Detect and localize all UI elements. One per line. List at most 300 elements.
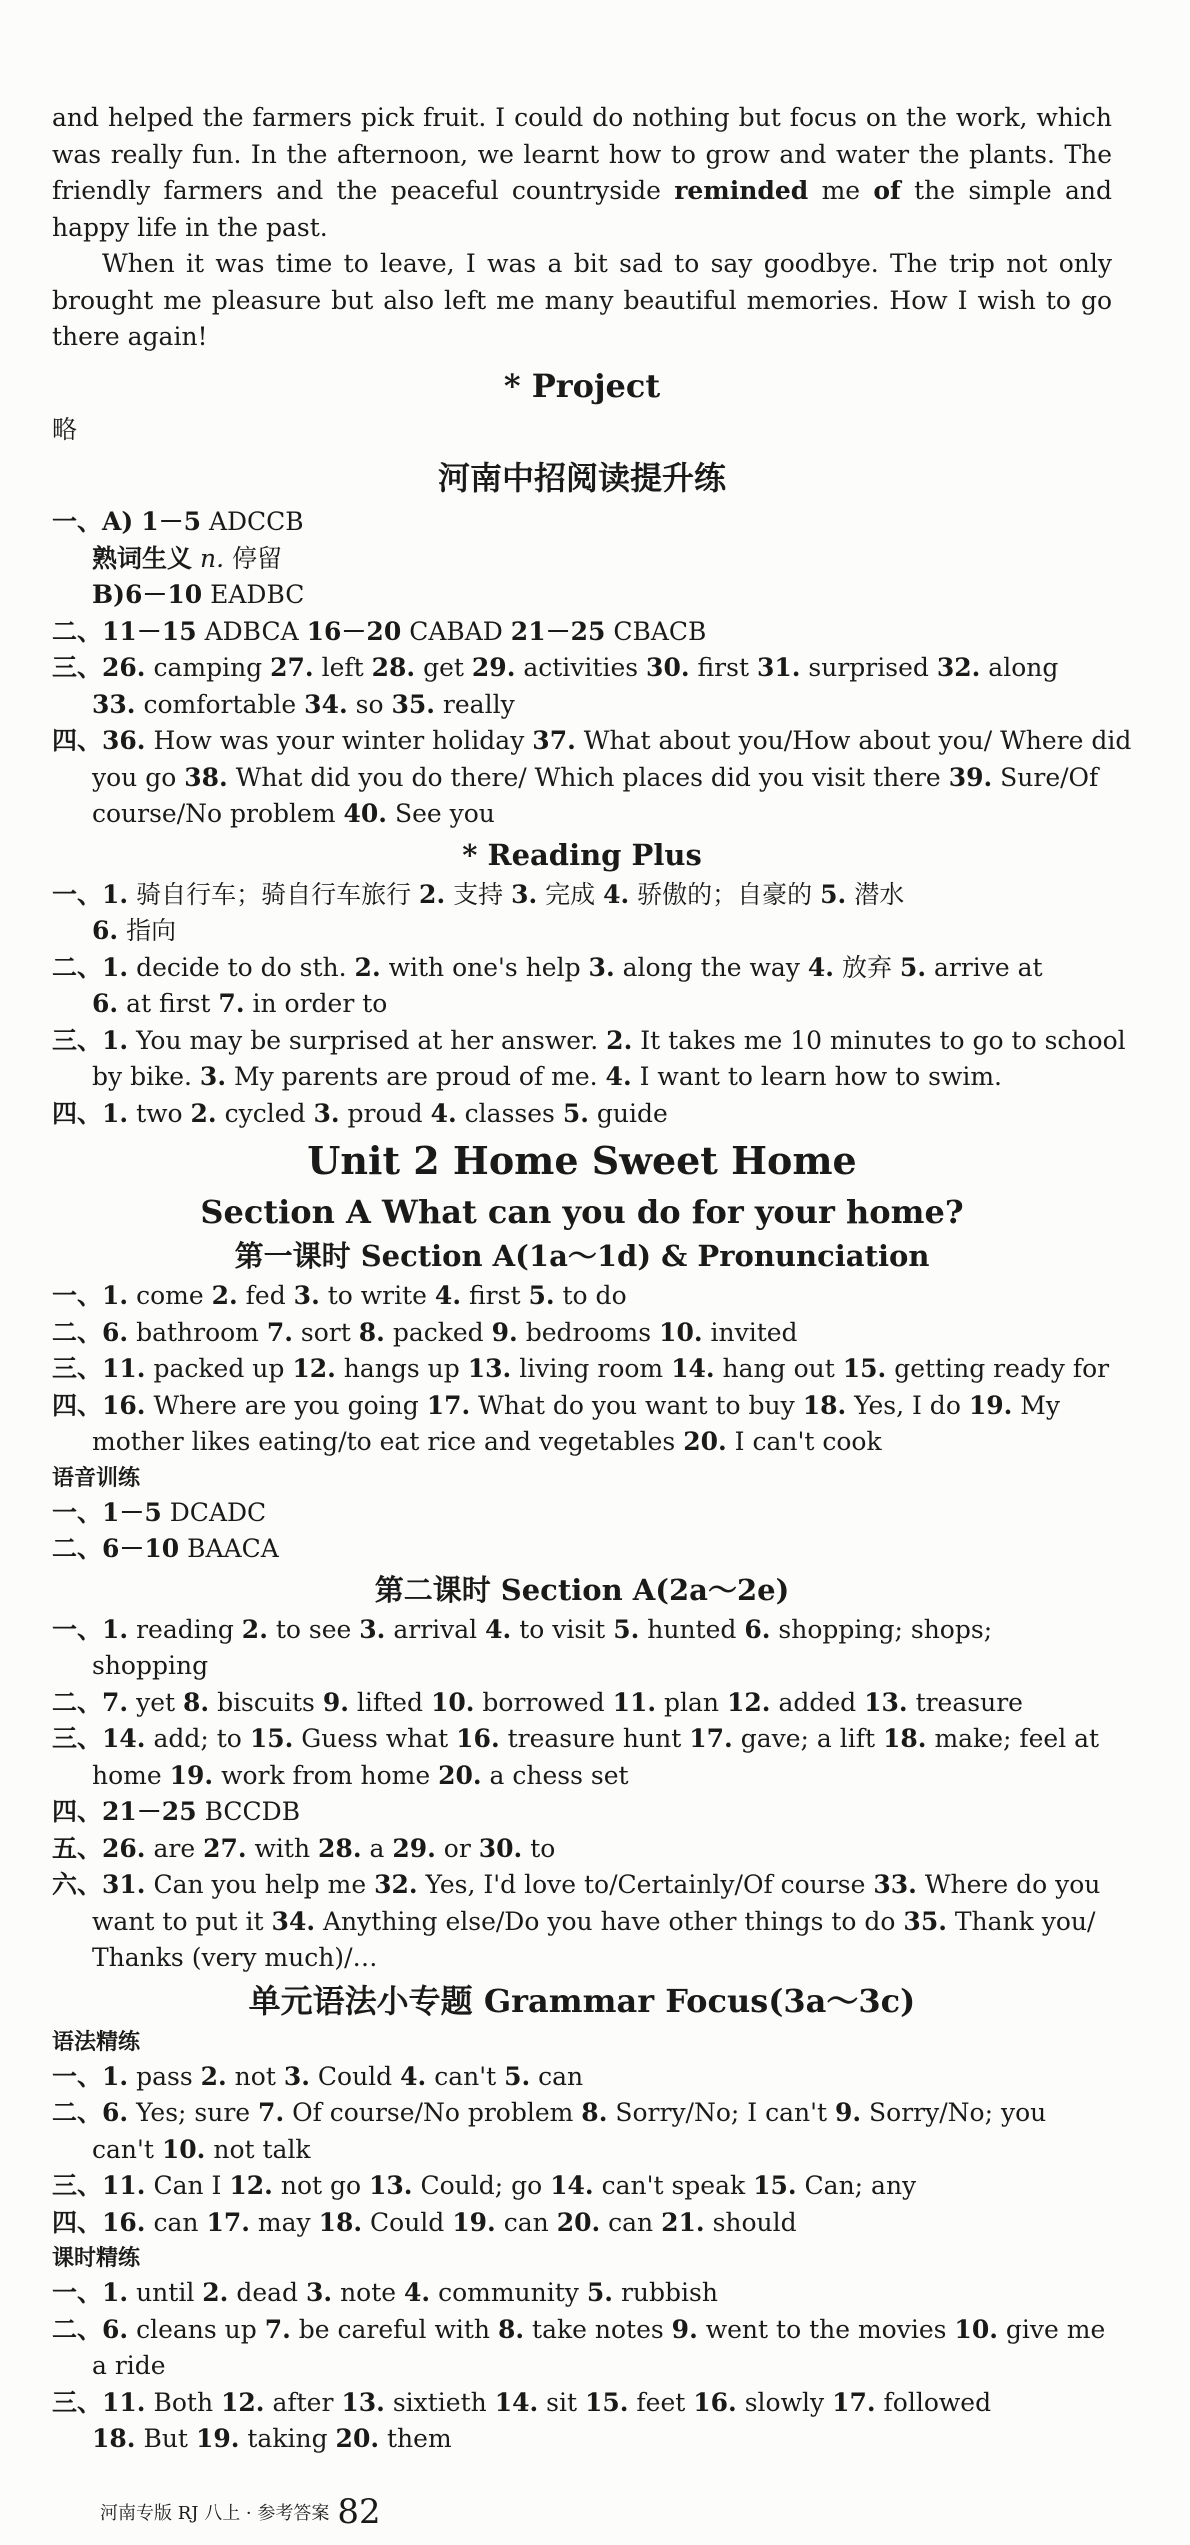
answer-number: 14. (671, 1354, 715, 1383)
answer-number: 3. (199, 1062, 227, 1091)
answer-number: 3. (293, 1281, 320, 1310)
answer-text: with one's help (388, 952, 581, 982)
answer-number: 15. (842, 1354, 887, 1383)
answer-text: sit (546, 2387, 578, 2417)
answer-number: 四、 (52, 1797, 103, 1826)
answer-text: to (530, 1833, 556, 1863)
answer-number: 2. (606, 1025, 633, 1055)
answer-number: 18. (802, 1390, 847, 1420)
answer-number: 1. (102, 1025, 129, 1055)
answer-number: 19. (169, 1760, 214, 1790)
text-line: the simple and happy life in the past. (52, 176, 1112, 242)
answer-number: 4. (807, 952, 834, 982)
answer-number: 11. (612, 1687, 657, 1717)
answer-number: 10. (659, 1317, 703, 1347)
answer-line (52, 1758, 1112, 1795)
answer-number: 一、 (52, 2061, 103, 2091)
answer-number: 38. (184, 762, 228, 792)
answer-number: 1－5 (141, 507, 201, 536)
answer-text: gave; a lift (740, 1724, 876, 1753)
answer-number: 三、 (52, 2387, 103, 2417)
answer-text: Could (370, 2207, 445, 2237)
lesson2-answers (52, 1612, 1112, 1977)
answer-text: bedrooms (525, 1317, 652, 1347)
answer-number: 4. (430, 1098, 457, 1128)
answer-text: borrowed (482, 1687, 605, 1717)
answer-number: 5. (613, 1614, 640, 1644)
answer-number: 32. (936, 653, 981, 682)
answer-number: 18. (882, 1724, 927, 1753)
answer-text: Can I (153, 2171, 222, 2200)
answer-number: 6. (102, 2314, 129, 2344)
answer-number: 1－5 (102, 1497, 162, 1527)
answer-number: 17. (206, 2207, 250, 2237)
answer-text: shopping (92, 1651, 209, 1680)
project-body: 略 (52, 414, 78, 444)
answer-number: 三、 (52, 2171, 103, 2200)
answer-number: 33. (873, 1870, 917, 1899)
answer-number: 28. (371, 653, 416, 682)
answer-number: 18. (92, 2424, 136, 2453)
answer-text: can (503, 2207, 549, 2237)
answer-text: arrival (393, 1614, 478, 1644)
answer-text: BCCDB (204, 1797, 301, 1826)
answer-number: 16. (693, 2387, 737, 2417)
answer-line (52, 2275, 1112, 2312)
answer-text: camping (153, 653, 263, 682)
answer-number: 35. (391, 689, 435, 719)
answer-line (52, 2132, 1112, 2169)
answer-text: packed (392, 1317, 484, 1347)
answer-text: home (92, 1760, 162, 1790)
text-line: and helped the farmers pick fruit. I could do nothing but focus on the work, which was (52, 103, 1112, 169)
answer-number: 13. (467, 1354, 512, 1383)
answer-text: Sorry/No; you (869, 2098, 1047, 2127)
answer-number: 7. (264, 2314, 291, 2344)
answer-text: can't speak (601, 2171, 746, 2200)
answer-line (52, 1831, 1112, 1868)
answer-text: fed (245, 1281, 286, 1310)
answer-number: 6－10 (124, 580, 203, 609)
answer-text: plan (664, 1687, 720, 1717)
answer-text: CABAD (409, 616, 503, 646)
answer-number: 2. (419, 879, 446, 909)
answer-text: rubbish (620, 2278, 718, 2307)
answer-line (52, 541, 1112, 578)
answer-text: sort (300, 1317, 351, 1347)
answer-line (52, 1794, 1112, 1831)
answer-number: 3. (511, 879, 538, 909)
answer-number: 二、 (52, 2314, 103, 2344)
answer-line (52, 1867, 1112, 1904)
answer-number: 7. (102, 1687, 129, 1717)
answer-text: guide (596, 1098, 668, 1128)
answer-text: yet (136, 1687, 176, 1717)
answer-number: 4. (400, 2061, 427, 2091)
answer-number: 三、 (52, 653, 103, 682)
unit-title: Unit 2 Home Sweet Home (307, 1138, 857, 1183)
answer-line (52, 2095, 1112, 2132)
answer-number: 5. (528, 1281, 555, 1310)
answer-line (52, 1351, 1112, 1388)
answer-number: 36. (102, 726, 146, 755)
answer-number: 1. (102, 879, 129, 909)
answer-number: 1. (102, 2061, 129, 2091)
answer-number: 6. (744, 1614, 771, 1644)
answer-line (52, 650, 1112, 687)
answer-text: to do (562, 1281, 627, 1310)
answer-number: 8. (581, 2098, 608, 2127)
answer-number: 31. (102, 1870, 146, 1899)
text-line: really fun. In the afternoon, we learnt how to grow and water the plants. The friendly (52, 139, 1112, 205)
answer-text: are (153, 1833, 196, 1863)
answer-text: treasure (915, 1687, 1023, 1717)
answer-number: 8. (183, 1687, 210, 1717)
answer-text: 潜水 (854, 879, 905, 909)
answer-text: How was your winter holiday (153, 726, 525, 755)
answer-number: 二、 (52, 1534, 103, 1563)
answer-text: DCADC (169, 1497, 267, 1527)
lesson1-answers (52, 1278, 1112, 1461)
answer-text: It takes me 10 minutes to go to school (640, 1025, 1126, 1055)
answer-number: 12. (726, 1687, 771, 1717)
answer-text: CBACB (613, 616, 707, 646)
answer-text: not (234, 2061, 276, 2091)
answer-line (52, 1315, 1112, 1352)
answer-text: get (423, 653, 464, 682)
answer-number: 二、 (52, 1687, 103, 1717)
answer-number: 8. (358, 1317, 385, 1347)
answer-text: bathroom (136, 1317, 259, 1347)
answer-number: 1. (102, 1281, 129, 1310)
answer-text: left (321, 653, 364, 682)
phonics-answers (52, 1495, 1112, 1568)
answer-text: slowly (744, 2387, 825, 2417)
answer-text: 骄傲的；自豪的 (637, 879, 813, 909)
answer-number: 34. (304, 689, 348, 719)
answer-text: come (136, 1281, 204, 1310)
answer-number: 29. (392, 1833, 436, 1863)
answer-text: followed (883, 2387, 992, 2417)
answer-line (52, 2205, 1112, 2242)
answer-text: packed up (153, 1354, 285, 1383)
lesson1-title: 第一课时 Section A(1a～1d) & Pronunciation (234, 1239, 930, 1273)
answer-number: 7. (218, 989, 245, 1018)
answer-number: 30. (478, 1833, 523, 1863)
answer-text: went to the movies (705, 2314, 947, 2344)
answer-number: 1. (102, 952, 129, 982)
answer-number: 5. (586, 2278, 613, 2307)
answer-number: 18. (318, 2207, 363, 2237)
answer-line (52, 1023, 1126, 1060)
answer-text: My (1020, 1390, 1061, 1420)
answer-line (52, 1612, 1112, 1649)
answer-text: Anything else/Do you have other things to do (323, 1906, 896, 1936)
answer-text: can't (92, 2134, 154, 2164)
answer-number: 4. (404, 2278, 431, 2307)
answer-text: My parents are proud of me. (233, 1062, 598, 1091)
answer-text: Yes; sure (136, 2098, 251, 2127)
answer-number: 五、 (52, 1833, 103, 1863)
bold-word: reminded (674, 176, 809, 205)
answer-number: 6. (92, 989, 119, 1018)
answer-number: 二、 (52, 952, 103, 982)
answer-number: 三、 (52, 1354, 103, 1383)
answer-text: BAACA (187, 1534, 279, 1563)
answer-line (52, 2059, 1112, 2096)
answer-number: 19. (452, 2207, 496, 2237)
answer-text: not go (280, 2171, 362, 2200)
intro-paragraph-1 (52, 100, 1112, 246)
answer-number: 14. (550, 2171, 594, 2200)
class-practice-answers (52, 2275, 1112, 2458)
answer-text: take notes (532, 2314, 664, 2344)
answer-number: 四、 (52, 2207, 103, 2237)
class-practice-label: 课时精练 (52, 2245, 141, 2271)
answer-number: 5. (562, 1098, 589, 1128)
answer-number: 27. (270, 653, 314, 682)
answer-number: 20. (556, 2207, 601, 2237)
answer-text: be careful with (298, 2314, 491, 2344)
answer-number: 三、 (52, 1724, 103, 1753)
answer-number: 19. (195, 2424, 240, 2453)
answer-text: can (538, 2061, 584, 2091)
page-number: 82 (337, 2492, 381, 2532)
intro-paragraph-2: When it was time to leave, I was a bit sad to say goodbye. The trip not only brought me pleasure but also left me many beautiful memories. How I wish to go there again! (52, 249, 1112, 351)
answer-number: 12. (221, 2387, 265, 2417)
answer-text: can (608, 2207, 654, 2237)
answer-number: 7. (266, 1317, 293, 1347)
answer-number: 37. (532, 726, 576, 755)
answer-text: Yes, I do (854, 1390, 961, 1420)
answer-number: 一、 (52, 1497, 103, 1527)
answer-text: added (778, 1687, 857, 1717)
answer-number: 3. (283, 2061, 310, 2091)
answer-number: 熟词生义 (92, 543, 193, 573)
answer-number: 13. (369, 2171, 413, 2200)
answer-number: 1. (102, 2278, 129, 2307)
answer-number: 26. (102, 653, 146, 682)
answer-number: 15. (753, 2171, 797, 2200)
answer-text: sixtieth (392, 2387, 487, 2417)
answer-text: Can; any (804, 2171, 917, 2200)
answer-number: 21－25 (510, 616, 606, 646)
answer-text: Both (153, 2387, 214, 2417)
answer-text: Can you help me (153, 1870, 367, 1899)
text-word: me (821, 176, 861, 205)
answer-number: 6. (102, 1317, 129, 1347)
answer-text: I can't cook (734, 1427, 882, 1456)
answer-number: 10. (430, 1687, 475, 1717)
grammar-title: 单元语法小专题 Grammar Focus(3a～3c) (248, 1981, 916, 2020)
answer-line (52, 2348, 1112, 2385)
answer-text: note (340, 2278, 397, 2307)
answer-line (52, 1495, 1112, 1532)
answer-text: add; to (153, 1724, 242, 1753)
answer-text: feet (636, 2387, 686, 2417)
answer-number: 2. (241, 1614, 268, 1644)
answer-text: taking (247, 2424, 328, 2453)
answer-text: work from home (221, 1760, 431, 1790)
answer-number: 11. (102, 2387, 146, 2417)
answer-text: a chess set (489, 1760, 629, 1790)
answer-number: 7. (258, 2098, 285, 2127)
answer-text: or (443, 1833, 471, 1863)
answer-number: 17. (832, 2387, 876, 2417)
answer-line (52, 986, 1112, 1023)
answer-number: 17. (689, 1724, 733, 1753)
answer-text: invited (710, 1317, 798, 1347)
answer-number: 1. (102, 1098, 129, 1128)
answer-number: 28. (318, 1833, 362, 1863)
answer-line (52, 796, 1112, 833)
answer-number: 40. (343, 799, 387, 828)
answer-text: 支持 (453, 879, 504, 909)
answer-text: 骑自行车；骑自行车旅行 (136, 879, 412, 909)
answer-text: lifted (356, 1687, 423, 1717)
answer-number: 六、 (52, 1870, 103, 1899)
answer-number: 14. (102, 1724, 146, 1753)
answer-number: 6. (102, 2098, 129, 2127)
answer-text: community (438, 2278, 579, 2307)
answer-number: 32. (374, 1870, 418, 1899)
answer-number: 二、 (52, 1317, 103, 1347)
answer-text: by bike. (92, 1062, 192, 1091)
answer-number: 1. (102, 1614, 129, 1644)
answer-line (52, 577, 1112, 614)
answer-text: may (257, 2207, 311, 2237)
answer-line (52, 1059, 1112, 1096)
answer-number: 20. (683, 1427, 727, 1456)
answer-line (52, 2312, 1112, 2349)
answer-text: mother likes eating/to eat rice and vegetables (92, 1427, 676, 1456)
answer-text: What about you/How about you/ Where did (583, 726, 1132, 755)
answer-text: to write (327, 1281, 427, 1310)
answer-text: at first (126, 989, 211, 1018)
answer-text: getting ready for (894, 1354, 1110, 1383)
answer-text: Thank you/ (954, 1906, 1096, 1936)
answer-number: 二、 (52, 616, 103, 646)
answer-text: shopping; shops; (778, 1614, 993, 1644)
answer-text: not talk (213, 2134, 311, 2164)
answer-text: with (254, 1833, 311, 1863)
answer-number: 15. (584, 2387, 629, 2417)
answer-text: Of course/No problem (292, 2098, 574, 2127)
answer-number: 12. (229, 2171, 273, 2200)
phonics-label: 语音训练 (52, 1464, 141, 1491)
answer-line (52, 913, 1112, 950)
answer-number: 21－25 (102, 1797, 197, 1826)
answer-text: Sorry/No; I can't (615, 2098, 828, 2127)
answer-number: 一、 (52, 2278, 103, 2307)
answer-number: 4. (603, 879, 630, 909)
answer-text: living room (519, 1354, 664, 1383)
answer-number: 一、 (52, 1614, 103, 1644)
answer-number: 11. (102, 1354, 146, 1383)
answer-line (52, 1940, 1112, 1977)
answer-line (52, 2168, 1112, 2205)
answer-number: 14. (494, 2387, 539, 2417)
answer-number: 30. (646, 653, 690, 682)
answer-text: two (136, 1098, 183, 1128)
answer-number: 2. (354, 952, 381, 982)
answer-text: classes (464, 1098, 555, 1128)
answer-text: See you (394, 799, 495, 828)
answer-number: 3. (313, 1098, 340, 1128)
answer-text: a (369, 1833, 385, 1863)
answer-text: activities (523, 653, 639, 682)
answer-text: first (468, 1281, 521, 1310)
answer-number: 16－20 (306, 616, 402, 646)
answer-number: 三、 (52, 1025, 103, 1055)
text-line: farmers and the peaceful countryside (163, 176, 661, 205)
henan-title: 河南中招阅读提升练 (437, 459, 726, 497)
answer-text: Where are you going (153, 1390, 419, 1420)
answer-text: pass (136, 2061, 193, 2091)
answer-text: course/No problem (92, 799, 336, 828)
answer-text: in order to (252, 989, 388, 1018)
answer-text: want to put it (92, 1906, 264, 1936)
answer-number: 27. (203, 1833, 247, 1863)
answer-number: 9. (834, 2098, 862, 2127)
answer-line (52, 877, 1112, 914)
content (52, 100, 1132, 2458)
answer-number: 一、 (52, 1281, 103, 1310)
answer-number: 11－15 (102, 616, 197, 646)
answer-text: biscuits (217, 1687, 315, 1717)
answer-text: hangs up (343, 1354, 460, 1383)
answer-text: But (143, 2424, 188, 2453)
answer-number: 四、 (52, 1098, 103, 1128)
answer-number: 34. (271, 1906, 316, 1936)
answer-number: 10. (161, 2134, 206, 2164)
answer-text: decide to do sth. (136, 952, 347, 982)
answer-text: after (272, 2387, 334, 2417)
answer-number: 9. (322, 1687, 349, 1717)
answer-text: 指向 (126, 916, 177, 945)
page-footer (100, 2492, 381, 2532)
lesson2-title: 第二课时 Section A(2a～2e) (374, 1572, 790, 1607)
answer-number: 2. (202, 2278, 229, 2307)
answer-line (52, 1278, 1112, 1315)
answer-text: ADBCA (204, 616, 299, 646)
answer-number: 5. (504, 2061, 531, 2091)
answer-text: give me (1005, 2314, 1106, 2344)
answer-text: hang out (722, 1354, 835, 1383)
answer-number: 33. (92, 689, 136, 719)
answer-text: along (988, 653, 1059, 682)
answer-text: first (697, 653, 750, 682)
reading-plus-answers (52, 877, 1126, 1133)
bold-word: of (873, 176, 901, 205)
answer-text: comfortable (143, 689, 297, 719)
answer-text: cycled (224, 1098, 306, 1128)
answer-text: you go (92, 762, 177, 792)
answer-text: a ride (92, 2351, 166, 2380)
answer-line (52, 1904, 1112, 1941)
answer-text: can (153, 2207, 199, 2237)
answer-line (52, 1721, 1112, 1758)
answer-number: 9. (491, 1317, 518, 1347)
answer-number: 3. (359, 1614, 386, 1644)
section-title: Section A What can you do for your home? (200, 1193, 964, 1231)
answer-text: Thanks (very much)/… (92, 1943, 378, 1972)
answer-text: hunted (647, 1614, 737, 1644)
reading-plus-title: * Reading Plus (462, 837, 702, 872)
answer-text: really (442, 689, 515, 719)
answer-number: 3. (588, 952, 615, 982)
answer-line (52, 1685, 1112, 1722)
